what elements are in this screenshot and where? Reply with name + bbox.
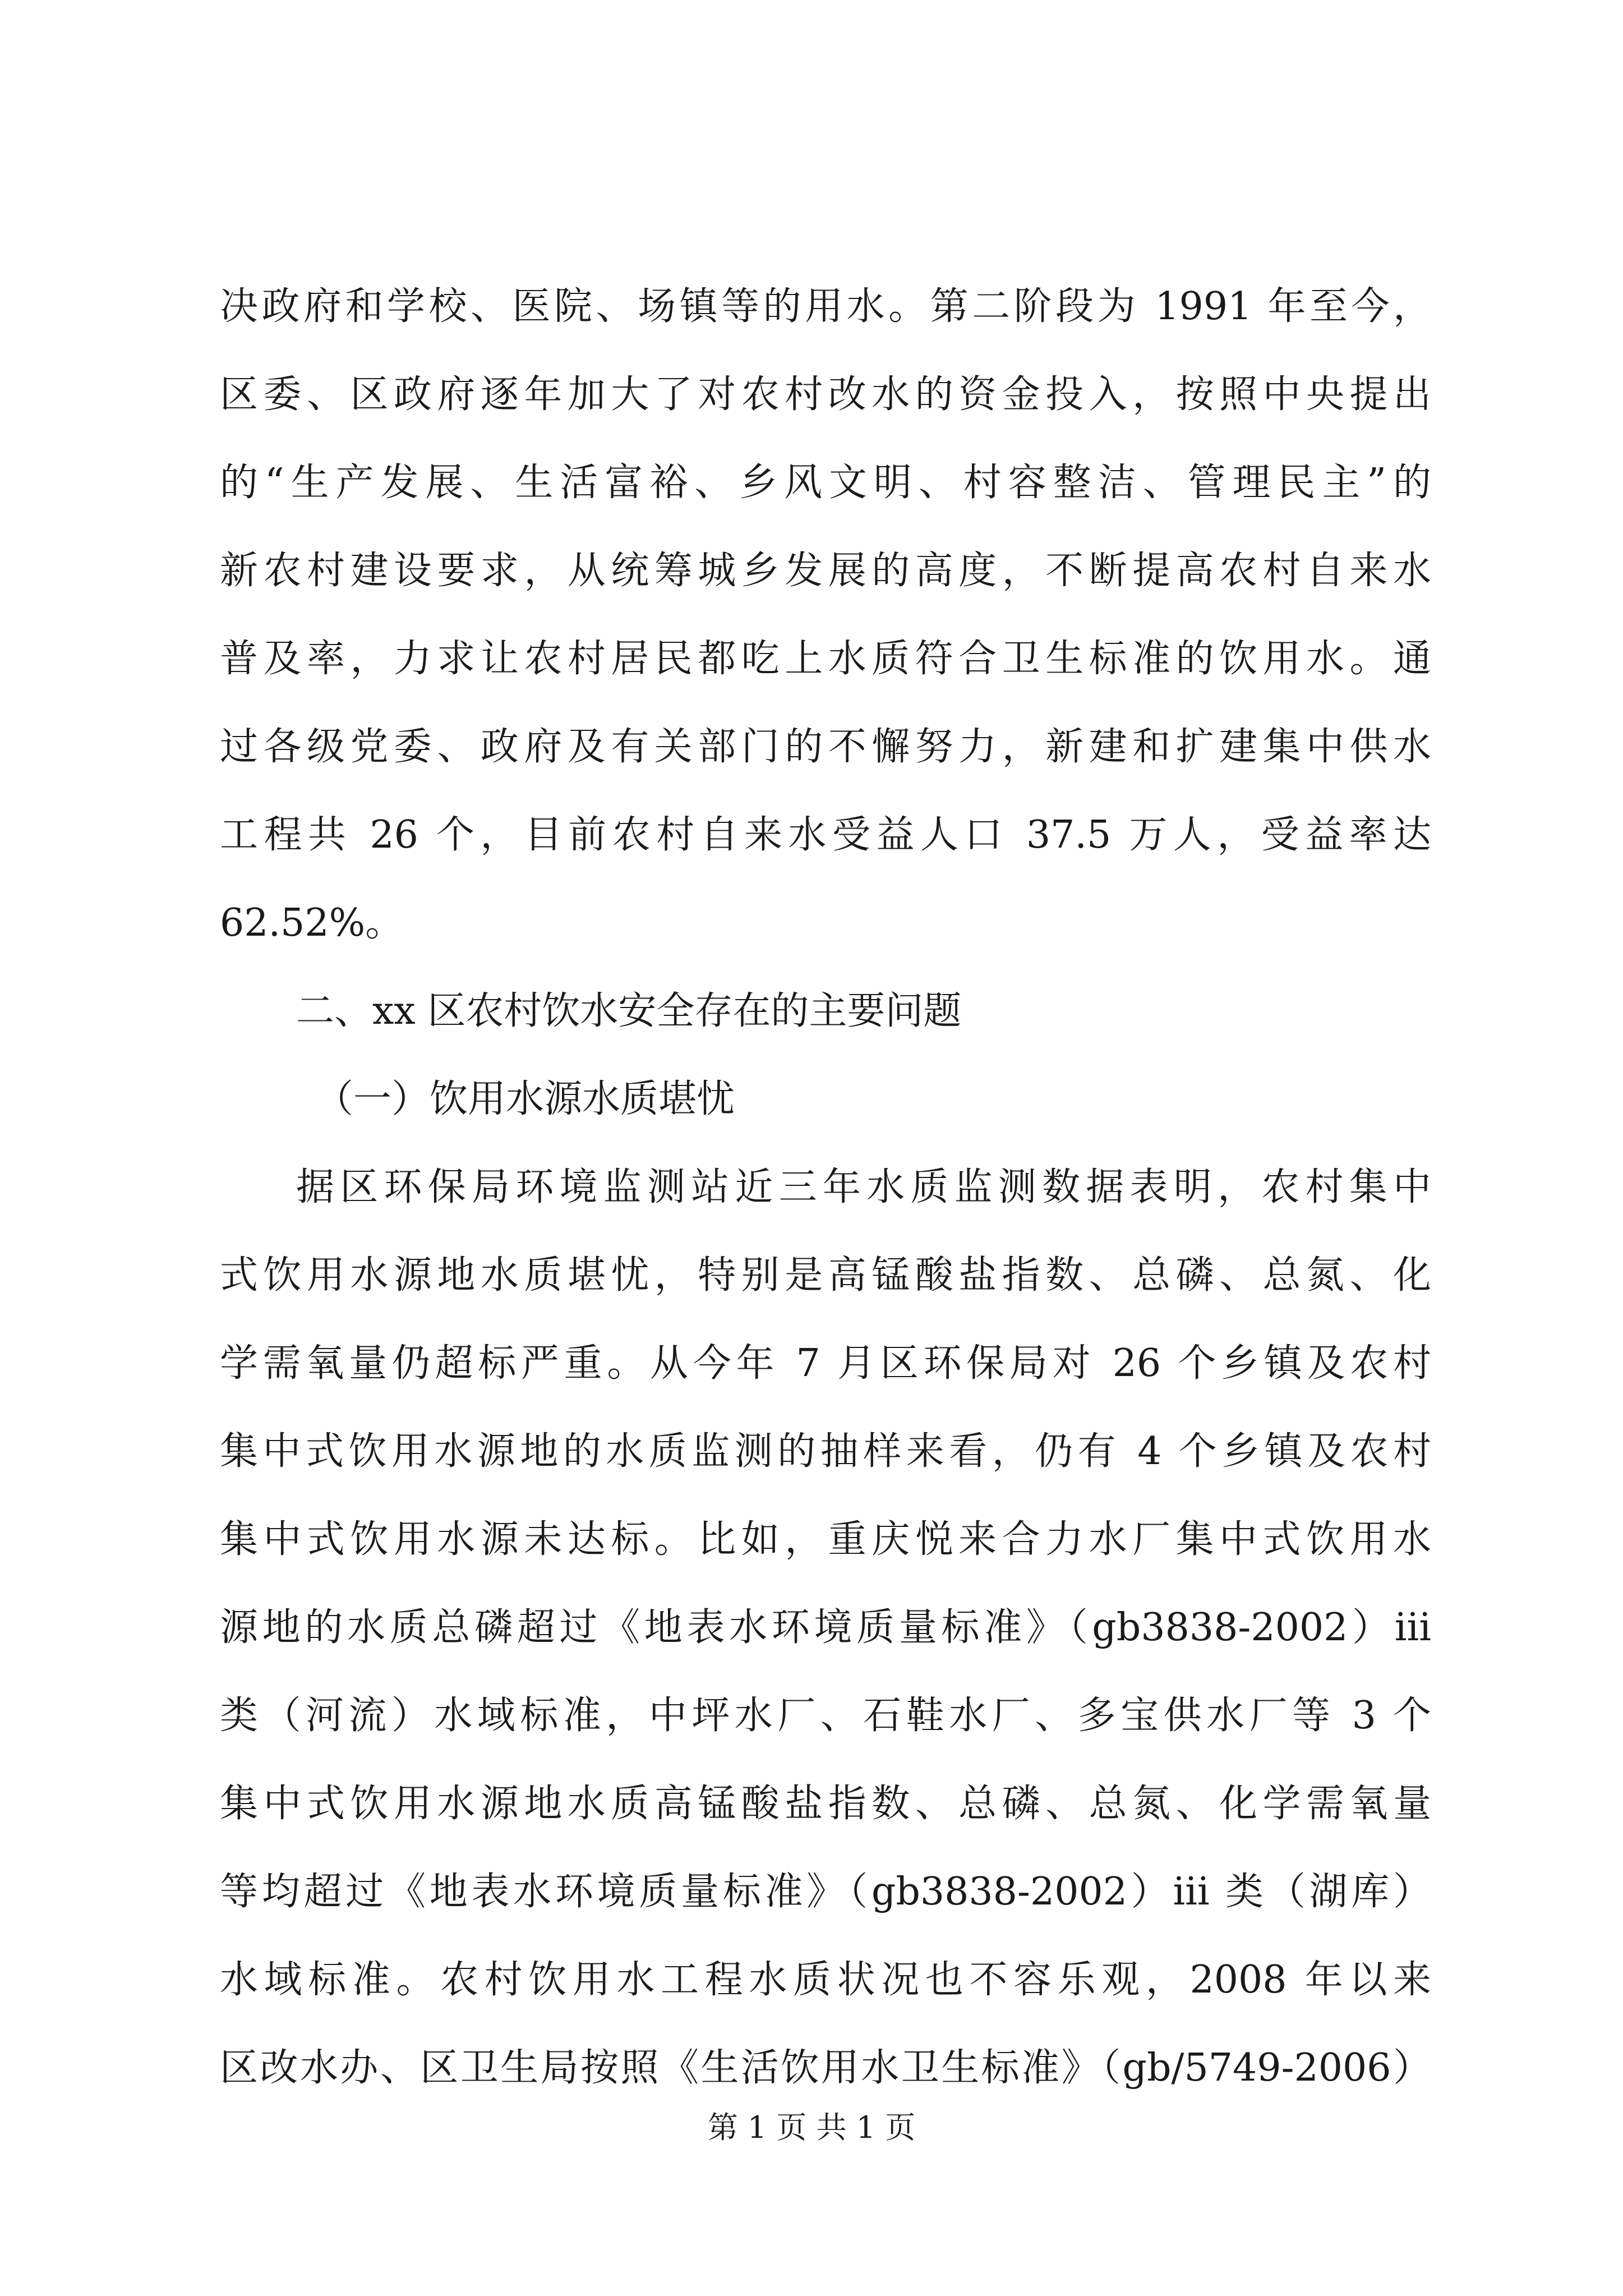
text-line: 集中式饮用水源未达标。比如，重庆悦来合力水厂集中式饮用水 [220, 1517, 1431, 1562]
text-line: 式饮用水源地水质堪忧，特别是高锰酸盐指数、总磷、总氮、化 [220, 1253, 1431, 1297]
text-line: 据区环保局环境监测站近三年水质监测数据表明，农村集中 [296, 1165, 1431, 1209]
subsection-heading: （一）饮用水源水质堪忧 [315, 1077, 735, 1121]
text-line: 新农村建设要求，从统筹城乡发展的高度，不断提高农村自来水 [220, 549, 1431, 593]
text-line: 过各级党委、政府及有关部门的不懈努力，新建和扩建集中供水 [220, 725, 1431, 769]
body-text [220, 263, 1431, 2112]
text-line: 集中式饮用水源地的水质监测的抽样来看，仍有 4 个乡镇及农村 [220, 1429, 1431, 1474]
text-line: 62.52%。 [220, 901, 404, 945]
text-line: 工程共 26 个，目前农村自来水受益人口 37.5 万人，受益率达 [220, 813, 1431, 857]
text-line: 集中式饮用水源地水质高锰酸盐指数、总磷、总氮、化学需氧量 [220, 1782, 1431, 1826]
text-line: 等均超过《地表水环境质量标准》（gb3838-2002）iii 类（湖库） [220, 1870, 1431, 1914]
text-line: 普及率，力求让农村居民都吃上水质符合卫生标准的饮用水。通 [220, 637, 1431, 681]
section-heading: 二、xx 区农村饮水安全存在的主要问题 [296, 989, 962, 1033]
text-line: 类（河流）水域标准，中坪水厂、石鞋水厂、多宝供水厂等 3 个 [220, 1694, 1431, 1738]
text-line: 区改水办、区卫生局按照《生活饮用水卫生标准》（gb/5749-2006） [220, 2046, 1431, 2090]
text-line: 区委、区政府逐年加大了对农村改水的资金投入，按照中央提出 [220, 372, 1431, 417]
page-footer: 第 1 页 共 1 页 [707, 2110, 916, 2145]
text-line: 源地的水质总磷超过《地表水环境质量标准》（gb3838-2002）iii [220, 1605, 1431, 1650]
text-line: 学需氧量仍超标严重。从今年 7 月区环保局对 26 个乡镇及农村 [220, 1341, 1431, 1386]
text-line: 的“生产发展、生活富裕、乡风文明、村容整洁、管理民主”的 [220, 461, 1431, 505]
text-line: 决政府和学校、医院、场镇等的用水。第二阶段为 1991 年至今， [220, 284, 1431, 329]
text-line: 水域标准。农村饮用水工程水质状况也不容乐观，2008 年以来 [220, 1958, 1431, 2002]
